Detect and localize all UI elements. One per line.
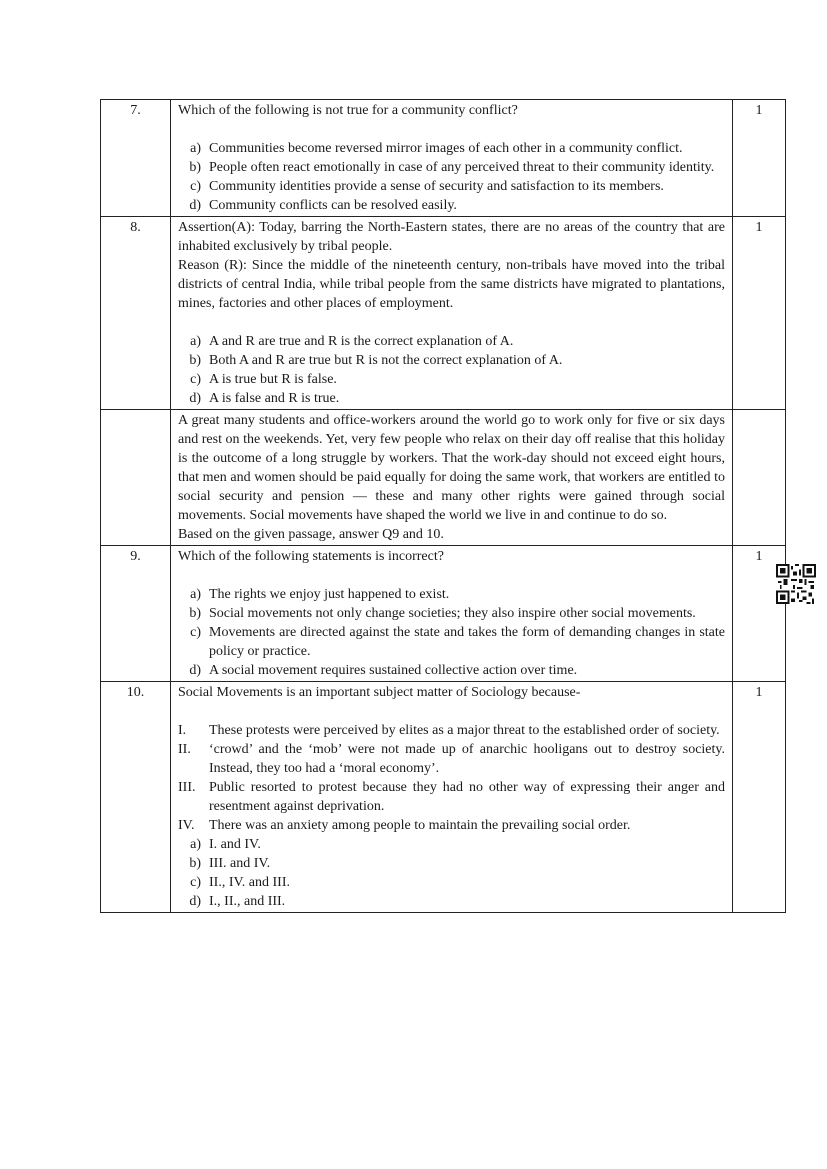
passage-instruction: Based on the given passage, answer Q9 and 10.	[178, 527, 444, 542]
option-item: b) III. and IV.	[189, 856, 271, 871]
statement-item: IV. There was an anxiety among people to maintain the prevailing social order.	[178, 818, 631, 833]
question-stem: Which of the following statements is incorrect?	[178, 549, 444, 564]
passage-text: A great many students and office-workers around the world go to work only for five or six days and rest on the weekends. Yet, very few people who relax on their day off realise that this holiday is the outcome of a long struggle by workers. That the work-day should not exceed eight hours, that men and women should be paid equally for doing the same work, that workers are entitled to social security and pension — these and many other rights were gained through social movements. Social movements have shaped the world we live in and continue to do so.	[178, 413, 725, 523]
passage-row	[101, 410, 786, 546]
statement-item: I. These protests were perceived by elites as a major threat to the established order of society.	[178, 723, 720, 738]
question-row-8	[101, 217, 786, 410]
assertion-text: Assertion(A): Today, barring the North-Eastern states, there are no areas of the country that are inhabited exclusively by tribal people.	[178, 220, 725, 254]
option-item: a) I. and IV.	[190, 837, 261, 852]
option-item: c) Community identities provide a sense of security and satisfaction to its members.	[190, 179, 664, 194]
question-row-7	[101, 100, 786, 217]
question-stem: Social Movements is an important subject matter of Sociology because-	[178, 685, 581, 700]
option-item: a) The rights we enjoy just happened to exist.	[190, 587, 450, 602]
option-item: d) A social movement requires sustained collective action over time.	[189, 663, 578, 678]
option-item: b) Social movements not only change societies; they also inspire other social movements.	[189, 606, 696, 621]
question-row-9	[101, 546, 786, 682]
statement-item: III. Public resorted to protest because they had no other way of expressing their anger and resentment against deprivation.	[178, 780, 725, 814]
marks: 1	[733, 217, 786, 410]
question-number: 8.	[101, 217, 171, 410]
question-stem: Which of the following is not true for a community conflict?	[178, 103, 518, 118]
marks: 1	[733, 546, 786, 682]
option-item: a) A and R are true and R is the correct explanation of A.	[190, 334, 514, 349]
option-item: d) I., II., and III.	[189, 894, 286, 909]
question-number: 7.	[101, 100, 171, 217]
question-number: 9.	[101, 546, 171, 682]
qr-code-icon[interactable]	[776, 564, 816, 604]
option-item: c) II., IV. and III.	[190, 875, 290, 890]
option-item: d) A is false and R is true.	[189, 391, 340, 406]
option-item: d) Community conflicts can be resolved easily.	[189, 198, 457, 213]
statement-item: II. ‘crowd’ and the ‘mob’ were not made up of anarchic hooligans out to destroy society. Instead, they too had a ‘moral economy’.	[178, 742, 725, 776]
option-item: b) People often react emotionally in case of any perceived threat to their community identity.	[189, 160, 715, 175]
marks: 1	[733, 682, 786, 913]
option-item: a) Communities become reversed mirror images of each other in a community conflict.	[190, 141, 683, 156]
question-row-10	[101, 682, 786, 913]
question-number: 10.	[101, 682, 171, 913]
option-item: c) A is true but R is false.	[190, 372, 337, 387]
question-table	[100, 99, 786, 913]
marks: 1	[733, 100, 786, 217]
reason-text: Reason (R): Since the middle of the nineteenth century, non-tribals have moved into the tribal districts of central India, while tribal people from the same districts have migrated to plantations, mines, factories and other places of employment.	[178, 258, 725, 311]
option-item: b) Both A and R are true but R is not the correct explanation of A.	[189, 353, 563, 368]
option-item: c) Movements are directed against the state and takes the form of demanding changes in state policy or practice.	[190, 625, 725, 659]
